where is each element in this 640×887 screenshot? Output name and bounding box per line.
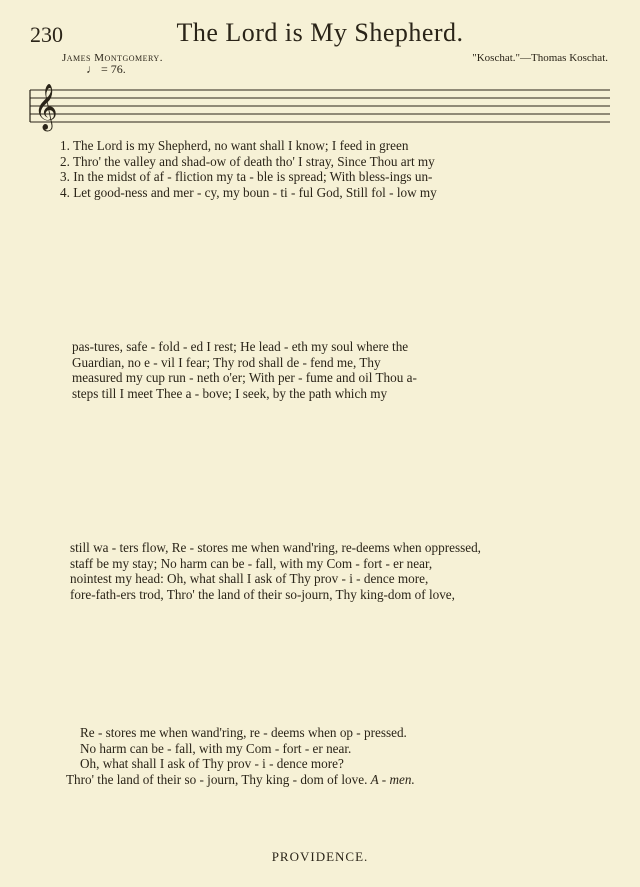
lyric-verse-1: 1. The Lord is my Shepherd, no want shall I know; I feed in green xyxy=(60,138,409,153)
treble-staff-2 xyxy=(0,280,640,340)
treble-staff-3 xyxy=(0,480,640,540)
composer-credit: "Koschat."—Thomas Koschat. xyxy=(472,52,608,64)
bass-staff-1 xyxy=(0,198,640,258)
lyric-verse-4 xyxy=(66,772,640,788)
lyric-verse-4: steps till I meet Thee a - bove; I seek, by the path which my xyxy=(72,385,388,401)
lyric-verse-2: 2. Thro' the valley and shad-ow of death tho' I stray, Since Thou art my xyxy=(60,153,435,169)
lyric-verse-3: Oh, what shall I ask of Thy prov - i - dence more? xyxy=(80,756,344,772)
bass-staff-3 xyxy=(0,598,640,658)
lyric-verse-2: staff be my stay; No harm can be - fall, with my Com - fort - er near, xyxy=(70,555,433,571)
treble-staff-4 xyxy=(0,668,640,728)
tempo-marking: ♩ = 76. xyxy=(86,62,126,76)
lyric-verse-1: still wa - ters flow, Re - stores me when wand'ring, re-deems when oppressed, xyxy=(70,540,481,555)
hymn-title: The Lord is My Shepherd. xyxy=(176,18,464,47)
author-credit: James Montgomery. xyxy=(62,52,163,64)
lyric-verse-2: Guardian, no e - vil I fear; Thy rod shall de - fend me, Thy xyxy=(72,354,381,370)
bass-staff-4 xyxy=(0,790,640,850)
lyric-verse-4: fore-fath-ers trod, Thro' the land of their so-journ, Thy king-dom of love, xyxy=(70,586,455,602)
lyric-verse-2: No harm can be - fall, with my Com - fort - er near. xyxy=(80,740,352,756)
lyric-verse-3: 3. In the midst of af - fliction my ta - ble is spread; With bless-ings un- xyxy=(60,169,433,185)
amen-text: A - men. xyxy=(370,771,415,787)
page-number: 230 xyxy=(30,22,63,47)
treble-staff-1 xyxy=(0,80,640,140)
tune-name: PROVIDENCE. xyxy=(271,849,369,864)
lyric-verse-4: 4. Let good-ness and mer - cy, my boun - ti - ful God, Still fol - low my xyxy=(60,184,437,200)
lyric-verse-3: measured my cup run - neth o'er; With per - fume and oil Thou a- xyxy=(72,370,417,386)
page-header xyxy=(0,18,640,48)
lyric-verse-4-text: Thro' the land of their so - journ, Thy king - dom of love. xyxy=(66,771,371,787)
lyric-verse-3: nointest my head: Oh, what shall I ask of Thy prov - i - dence more, xyxy=(70,571,429,587)
lyric-verse-1: pas-tures, safe - fold - ed I rest; He lead - eth my soul where the xyxy=(72,339,409,354)
bass-staff-2 xyxy=(0,399,640,459)
lyric-verse-1: Re - stores me when wand'ring, re - deems when op - pressed. xyxy=(80,725,407,740)
treble-clef-icon: 𝄞 xyxy=(34,84,58,130)
